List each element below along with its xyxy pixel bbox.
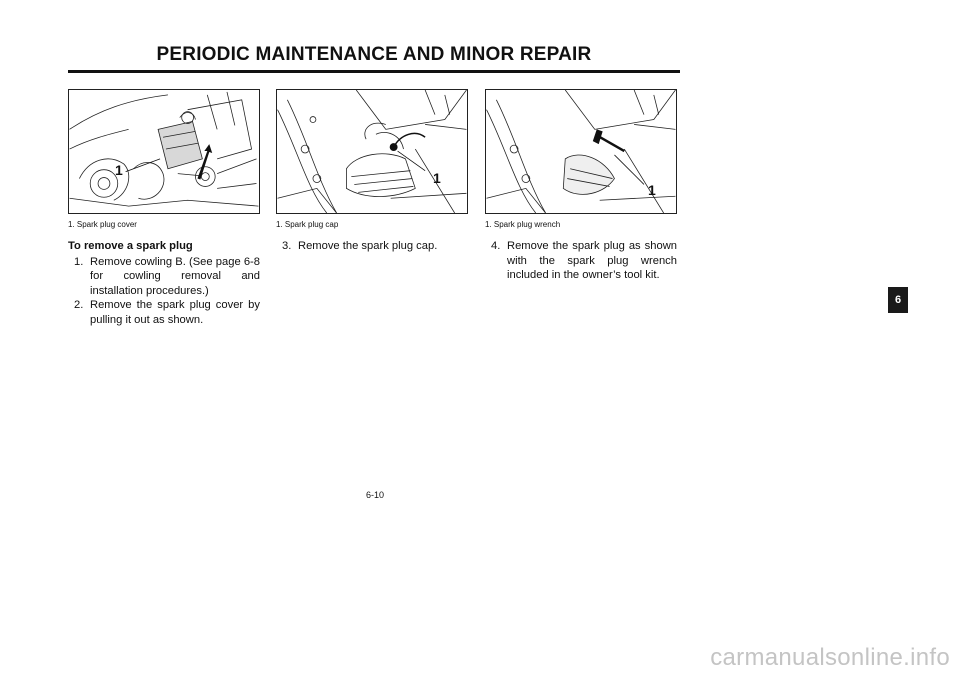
step-text: Remove the spark plug as shown with the spark plug wrench included in the owner’s tool kit. [507, 240, 677, 282]
figure-caption: 1. Spark plug cover [68, 220, 137, 229]
figure-callout-label: 1 [115, 162, 123, 178]
column-remove-spark-plug [68, 239, 260, 328]
page-title: PERIODIC MAINTENANCE AND MINOR REPAIR [156, 44, 592, 65]
chapter-tab: 6 [888, 287, 908, 313]
step-item [68, 298, 260, 327]
step-item [68, 255, 260, 299]
step-text: Remove the spark plug cover by pulling it out as shown. [90, 299, 260, 326]
figure-caption: 1. Spark plug cap [276, 220, 339, 229]
column-remove-plug [485, 239, 677, 283]
step-text: Remove cowling B. (See page 6-8 for cowling removal and installation procedures.) [90, 255, 260, 297]
column-remove-cap [276, 239, 468, 254]
step-item [276, 239, 468, 254]
step-number: 4. [491, 240, 501, 252]
figure-spark-plug-cover [68, 89, 260, 214]
figure-spark-plug-wrench [485, 89, 677, 214]
watermark: carmanualsonline.info [710, 644, 950, 671]
section-heading: To remove a spark plug [68, 240, 193, 252]
step-number: 2. [74, 299, 84, 312]
step-text: Remove the spark plug cap. [298, 240, 438, 252]
figure-caption: 1. Spark plug wrench [485, 220, 561, 229]
spark-plug-cap-illustration [277, 90, 467, 213]
step-number: 1. [74, 255, 84, 268]
step-item [485, 239, 677, 283]
title-rule [68, 70, 680, 73]
figure-spark-plug-cap [276, 89, 468, 214]
figure-callout-label: 1 [648, 182, 656, 198]
figure-callout-label: 1 [433, 170, 441, 186]
spark-plug-cover-illustration [69, 90, 259, 213]
step-number: 3. [282, 240, 292, 252]
page-number: 6-10 [365, 490, 384, 500]
